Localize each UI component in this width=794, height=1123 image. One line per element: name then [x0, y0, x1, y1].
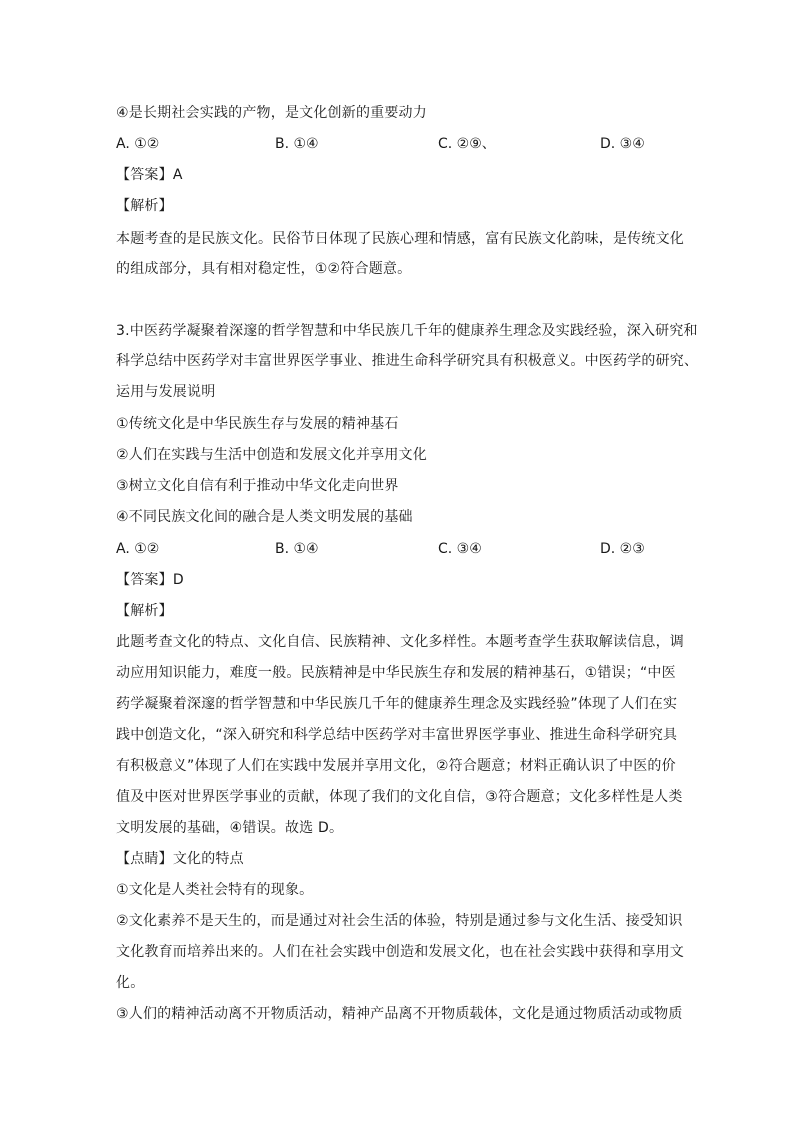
- q2-option-a: A. ①②: [116, 136, 160, 152]
- q2-analysis-line: 的组成部分，具有相对稳定性，①②符合题意。: [116, 261, 412, 277]
- q3-analysis-line: 文明发展的基础，④错误。故选 D。: [116, 820, 344, 836]
- q2-item-4: ④是长期社会实践的产物，是文化创新的重要动力: [116, 105, 427, 121]
- q3-analysis-line: 动应用知识能力，难度一般。民族精神是中华民族生存和发展的精神基石，①错误；“中医: [116, 665, 676, 681]
- q2-answer: [116, 165, 183, 185]
- answer-value: A: [172, 167, 183, 183]
- q3-note-line: 化。: [116, 975, 145, 991]
- q3-analysis-line: 药学凝聚着深邃的哲学智慧和中华民族几千年的健康养生理念及实践经验”体现了人们在实: [116, 696, 678, 712]
- q3-analysis-line: 值及中医对世界医学事业的贡献，体现了我们的文化自信，③符合题意；文化多样性是人类: [116, 789, 683, 805]
- answer-tag: 【答案】: [116, 572, 173, 588]
- q3-item: ③树立文化自信有利于推动中华文化走向世界: [116, 478, 399, 494]
- note-tag: 【点睛】: [116, 851, 173, 867]
- answer-value: D: [172, 572, 184, 588]
- q3-analysis-line: 践中创造文化，“深入研究和科学总结中医药学对丰富世界医学事业、推进生命科学研究具: [116, 727, 678, 743]
- q3-analysis-line: 此题考查文化的特点、文化自信、民族精神、文化多样性。本题考查学生获取解读信息，调: [116, 634, 684, 650]
- q3-stem-line: 科学总结中医药学对丰富世界医学事业、推进生命科学研究具有积极意义。中医药学的研究、: [116, 353, 699, 369]
- q3-note-line: ②文化素养不是天生的，而是通过对社会生活的体验，特别是通过参与文化生活、接受知识: [116, 913, 683, 929]
- note-title: 文化的特点: [172, 851, 244, 867]
- q2-analysis-tag: 【解析】: [116, 198, 173, 214]
- q2-analysis-line: 本题考查的是民族文化。民俗节日体现了民族心理和情感，富有民族文化韵味，是传统文化: [116, 231, 684, 247]
- q3-note-heading: [116, 849, 244, 869]
- answer-tag: 【答案】: [116, 167, 173, 183]
- q3-option-c: C. ③④: [438, 541, 482, 557]
- q3-item: ④不同民族文化间的融合是人类文明发展的基础: [116, 509, 413, 525]
- q2-option-b: B. ①④: [275, 136, 319, 152]
- q3-item: ①传统文化是中华民族生存与发展的精神基石: [116, 416, 399, 432]
- q3-item: ②人们在实践与生活中创造和发展文化并享用文化: [116, 447, 427, 463]
- q3-answer: [116, 570, 184, 590]
- q2-option-d: D. ③④: [600, 136, 645, 152]
- q3-note-line: ③人们的精神活动离不开物质活动，精神产品离不开物质载体，文化是通过物质活动或物质: [116, 1006, 683, 1022]
- q3-stem-line: 运用与发展说明: [116, 384, 216, 400]
- q3-option-a: A. ①②: [116, 541, 160, 557]
- q3-stem-line: 3.中医药学凝聚着深邃的哲学智慧和中华民族几千年的健康养生理念及实践经验，深入研究和: [116, 323, 698, 339]
- q3-analysis-tag: 【解析】: [116, 603, 173, 619]
- q3-analysis-line: 有积极意义”体现了人们在实践中发展并享用文化，②符合题意；材料正确认识了中医的价: [116, 758, 676, 774]
- q3-option-d: D. ②③: [600, 541, 645, 557]
- q3-note-line: ①文化是人类社会特有的现象。: [116, 882, 314, 898]
- q3-note-line: 文化教育而培养出来的。人们在社会实践中创造和发展文化，也在社会实践中获得和享用文: [116, 944, 684, 960]
- q3-option-b: B. ①④: [275, 541, 319, 557]
- q2-option-c: C. ②⑨、: [438, 136, 496, 152]
